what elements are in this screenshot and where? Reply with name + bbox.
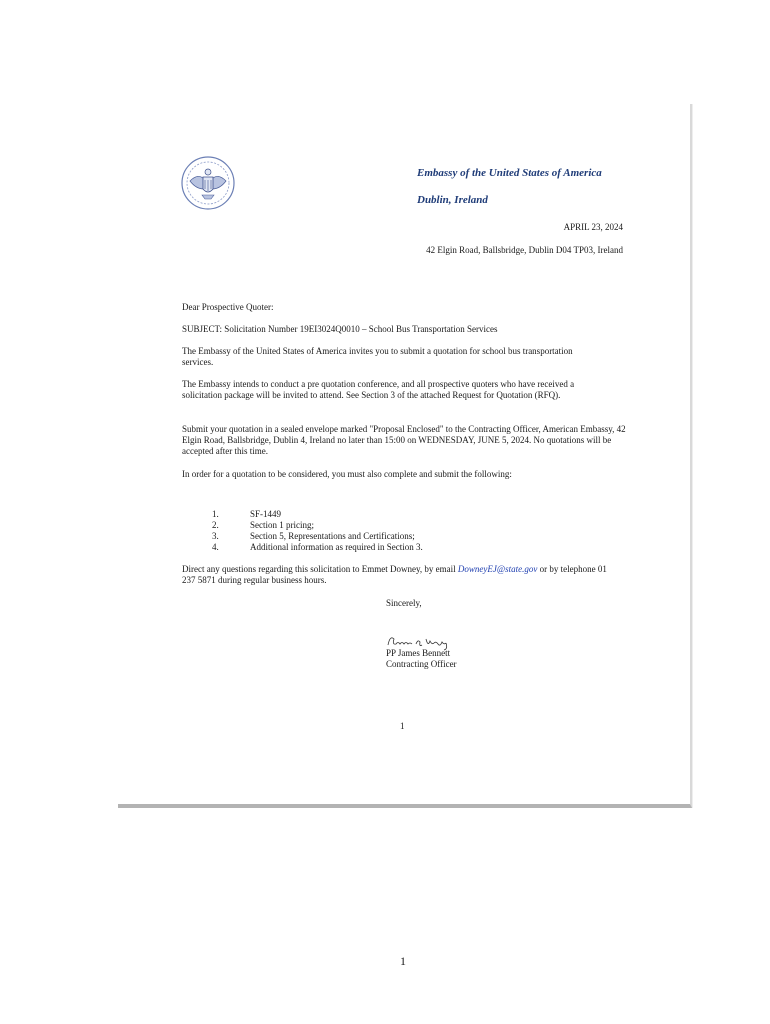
paragraph-invitation: The Embassy of the United States of America invites you to submit a quotation for school bus transportation services.	[182, 346, 573, 367]
contact-text-before: Direct any questions regarding this solicitation to Emmet Downey, by email	[182, 564, 458, 574]
list-item-number: 4.	[212, 542, 219, 552]
sender-address: 42 Elgin Road, Ballsbridge, Dublin D04 TP03, Ireland	[426, 245, 623, 255]
letterhead-line-1: Embassy of the United States of America	[417, 167, 602, 179]
paragraph-conference: The Embassy intends to conduct a pre quotation conference, and all prospective quoters who have received a solicitation package will be invited to attend. See Section 3 of the attached Request for Quotation (RFQ).	[182, 379, 575, 400]
paragraph-submission: Submit your quotation in a sealed envelope marked "Proposal Enclosed" to the Contracting Officer, American Embassy, 42 Elgin Road, Ballsbridge, Dublin 4, Ireland no later than 15:00 on WEDNESDAY, JUNE 5, 2024. No quotations will be accepted after this time.	[182, 424, 626, 456]
signer-name: PP James Bennett	[386, 648, 451, 658]
contact-text-after: or by telephone 01 237 5871 during regular business hours.	[182, 564, 607, 585]
inner-page-number: 1	[400, 721, 405, 731]
embassy-seal-icon	[180, 155, 236, 211]
list-item-number: 2.	[212, 520, 219, 530]
list-item	[212, 542, 423, 553]
letter-date: APRIL 23, 2024	[563, 222, 623, 232]
closing: Sincerely,	[386, 598, 422, 608]
list-item-text: Additional information as required in Section 3.	[250, 542, 423, 552]
letterhead-line-2: Dublin, Ireland	[417, 194, 488, 206]
paragraph-contact	[182, 564, 622, 586]
list-item-number: 1.	[212, 509, 219, 519]
contact-email-link[interactable]: DowneyEJ@state.gov	[457, 564, 538, 574]
list-item	[212, 509, 423, 520]
requirements-list	[212, 509, 423, 553]
list-item	[212, 520, 423, 531]
list-item-text: Section 1 pricing;	[250, 520, 314, 530]
list-item	[212, 531, 423, 542]
list-item-number: 3.	[212, 531, 219, 541]
signer-title: Contracting Officer	[386, 659, 457, 669]
page-number: 1	[400, 954, 406, 968]
list-item-text: Section 5, Representations and Certifications;	[250, 531, 415, 541]
paragraph-requirements-intro: In order for a quotation to be considered, you must also complete and submit the following:	[182, 469, 512, 479]
subject-line: SUBJECT: Solicitation Number 19EI3024Q0010 – School Bus Transportation Services	[182, 324, 498, 334]
salutation: Dear Prospective Quoter:	[182, 302, 274, 312]
list-item-text: SF-1449	[250, 509, 282, 519]
